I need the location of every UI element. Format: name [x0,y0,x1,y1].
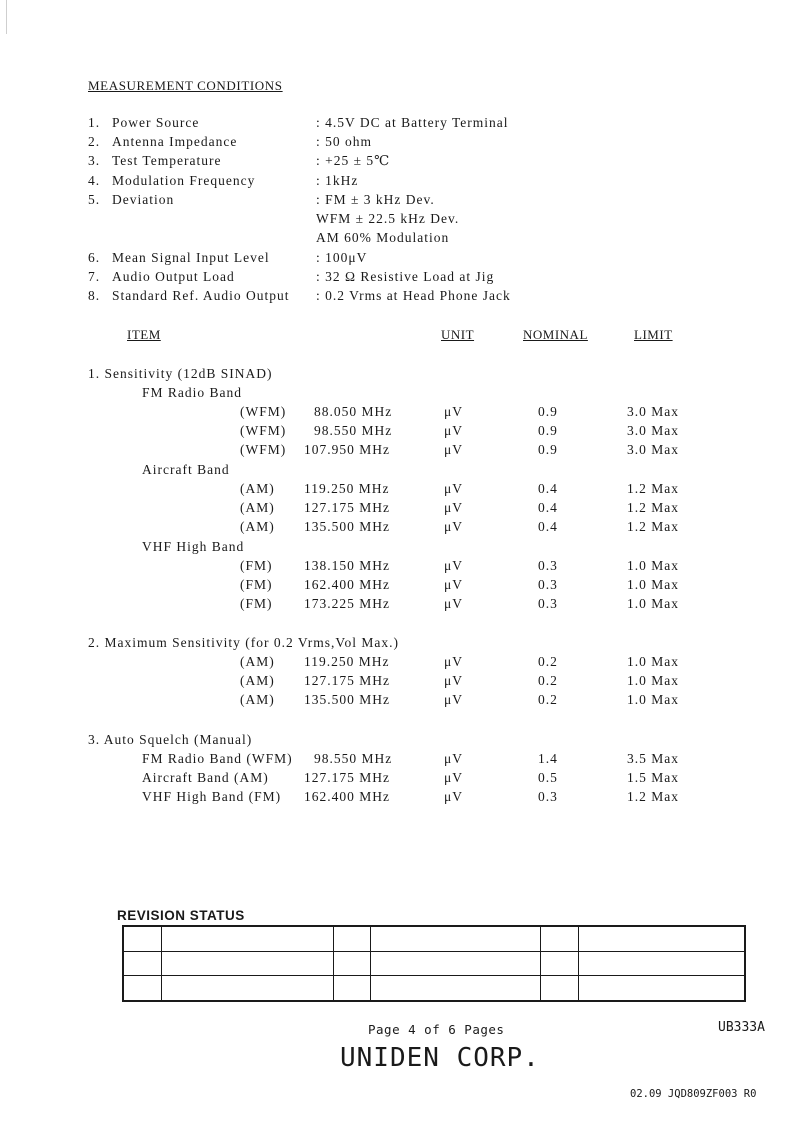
limit-cell: 1.0 Max [627,673,679,688]
mode-cell: (AM) [240,654,275,669]
limit-cell: 1.0 Max [627,558,679,573]
unit-cell: μV [444,519,463,534]
model-number: UB333A [718,1020,765,1035]
nominal-cell: 0.3 [538,596,558,611]
nominal-cell: 0.4 [538,519,558,534]
condition-num: 6. [88,250,101,265]
unit-cell: μV [444,789,463,804]
freq-cell: 162.400 MHz [304,789,390,804]
limit-cell: 3.5 Max [627,751,679,766]
limit-cell: 1.2 Max [627,789,679,804]
revision-table-rule [578,927,579,1000]
section-title: 1. Sensitivity (12dB SINAD) [88,366,273,381]
condition-value: : 4.5V DC at Battery Terminal [316,115,509,130]
nominal-cell: 0.3 [538,558,558,573]
band-label-cell: FM Radio Band (WFM) [142,751,293,766]
header-nominal: NOMINAL [523,327,588,342]
unit-cell: μV [444,442,463,457]
condition-num: 4. [88,173,101,188]
mode-cell: (AM) [240,500,275,515]
band-name: FM Radio Band [142,385,243,400]
revision-table-rule [333,927,334,1000]
condition-num: 5. [88,192,101,207]
mode-cell: (FM) [240,577,273,592]
nominal-cell: 0.2 [538,673,558,688]
freq-cell: 127.175 MHz [304,770,390,785]
freq-cell: 98.550 MHz [314,423,393,438]
limit-cell: 1.2 Max [627,500,679,515]
condition-value: : 100μV [316,250,368,265]
mode-cell: (WFM) [240,442,287,457]
nominal-cell: 0.5 [538,770,558,785]
revision-table-rule [540,927,541,1000]
mode-cell: (FM) [240,596,273,611]
condition-num: 7. [88,269,101,284]
page-number: Page 4 of 6 Pages [368,1022,505,1037]
freq-cell: 162.400 MHz [304,577,390,592]
condition-label: Test Temperature [112,153,222,168]
section-title: 3. Auto Squelch (Manual) [88,732,253,747]
condition-value: : FM ± 3 kHz Dev. [316,192,435,207]
limit-cell: 1.5 Max [627,770,679,785]
condition-label: Power Source [112,115,200,130]
unit-cell: μV [444,558,463,573]
mode-cell: (AM) [240,481,275,496]
header-unit: UNIT [441,327,475,342]
company-name: UNIDEN CORP. [340,1043,540,1073]
band-label-cell: VHF High Band (FM) [142,789,282,804]
condition-value: : 50 ohm [316,134,373,149]
unit-cell: μV [444,596,463,611]
margin-mark [6,0,7,34]
condition-value: : 32 Ω Resistive Load at Jig [316,269,495,284]
limit-cell: 3.0 Max [627,423,679,438]
condition-label: Antenna Impedance [112,134,238,149]
nominal-cell: 0.9 [538,442,558,457]
unit-cell: μV [444,423,463,438]
nominal-cell: 0.9 [538,404,558,419]
condition-label: Mean Signal Input Level [112,250,270,265]
nominal-cell: 0.3 [538,577,558,592]
limit-cell: 1.0 Max [627,596,679,611]
document-code: 02.09 JQD809ZF003 R0 [630,1088,757,1100]
section-title: 2. Maximum Sensitivity (for 0.2 Vrms,Vol Max.) [88,635,399,650]
mode-cell: (AM) [240,519,275,534]
revision-table [122,925,746,1002]
mode-cell: (AM) [240,673,275,688]
condition-value: : 0.2 Vrms at Head Phone Jack [316,288,511,303]
mode-cell: (FM) [240,558,273,573]
unit-cell: μV [444,751,463,766]
mode-cell: (WFM) [240,404,287,419]
condition-label: Audio Output Load [112,269,235,284]
revision-table-rule [124,951,744,952]
nominal-cell: 1.4 [538,751,558,766]
limit-cell: 1.2 Max [627,481,679,496]
revision-status-title: REVISION STATUS [117,908,245,923]
nominal-cell: 0.2 [538,692,558,707]
freq-cell: 135.500 MHz [304,519,390,534]
condition-value: AM 60% Modulation [316,230,450,245]
unit-cell: μV [444,577,463,592]
unit-cell: μV [444,654,463,669]
revision-table-rule [161,927,162,1000]
revision-table-rule [370,927,371,1000]
condition-value: WFM ± 22.5 kHz Dev. [316,211,460,226]
unit-cell: μV [444,673,463,688]
mode-cell: (AM) [240,692,275,707]
limit-cell: 3.0 Max [627,404,679,419]
nominal-cell: 0.3 [538,789,558,804]
limit-cell: 3.0 Max [627,442,679,457]
limit-cell: 1.2 Max [627,519,679,534]
limit-cell: 1.0 Max [627,692,679,707]
limit-cell: 1.0 Max [627,577,679,592]
freq-cell: 119.250 MHz [304,481,390,496]
freq-cell: 127.175 MHz [304,673,390,688]
unit-cell: μV [444,770,463,785]
band-name: Aircraft Band [142,462,230,477]
unit-cell: μV [444,500,463,515]
header-item: ITEM [127,327,161,342]
freq-cell: 135.500 MHz [304,692,390,707]
unit-cell: μV [444,404,463,419]
page-title: MEASUREMENT CONDITIONS [88,78,283,93]
condition-value: : 1kHz [316,173,359,188]
limit-cell: 1.0 Max [627,654,679,669]
band-label-cell: Aircraft Band (AM) [142,770,269,785]
freq-cell: 107.950 MHz [304,442,390,457]
header-limit: LIMIT [634,327,673,342]
condition-num: 3. [88,153,101,168]
condition-num: 8. [88,288,101,303]
condition-num: 2. [88,134,101,149]
nominal-cell: 0.2 [538,654,558,669]
condition-label: Modulation Frequency [112,173,256,188]
freq-cell: 88.050 MHz [314,404,393,419]
condition-label: Deviation [112,192,175,207]
freq-cell: 173.225 MHz [304,596,390,611]
nominal-cell: 0.4 [538,500,558,515]
band-name: VHF High Band [142,539,245,554]
mode-cell: (WFM) [240,423,287,438]
freq-cell: 98.550 MHz [314,751,393,766]
condition-value: : +25 ± 5℃ [316,153,391,168]
revision-table-rule [124,975,744,976]
nominal-cell: 0.4 [538,481,558,496]
condition-num: 1. [88,115,101,130]
nominal-cell: 0.9 [538,423,558,438]
freq-cell: 127.175 MHz [304,500,390,515]
freq-cell: 138.150 MHz [304,558,390,573]
unit-cell: μV [444,481,463,496]
unit-cell: μV [444,692,463,707]
condition-label: Standard Ref. Audio Output [112,288,290,303]
freq-cell: 119.250 MHz [304,654,390,669]
